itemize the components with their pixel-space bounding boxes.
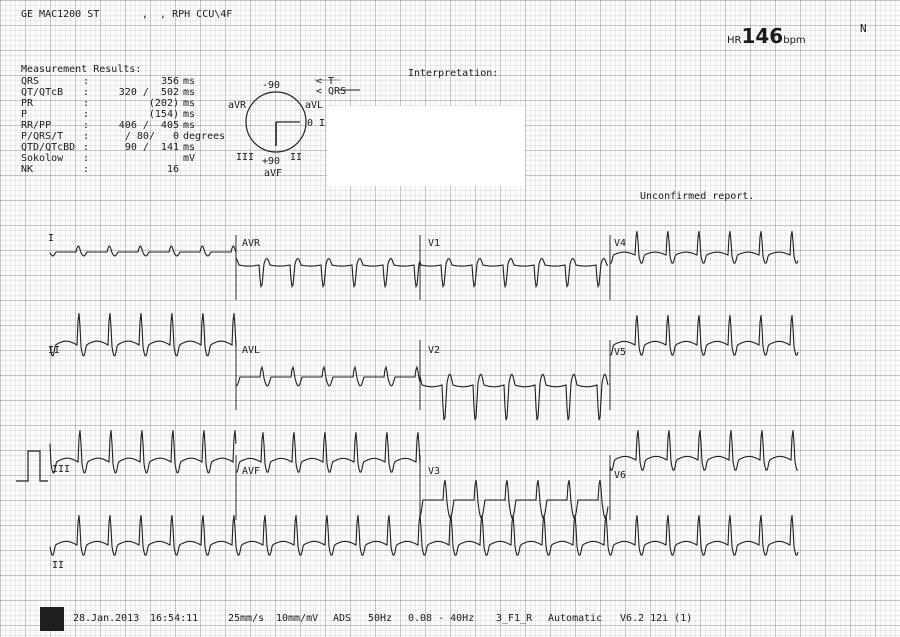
lead-label-v4: V4	[614, 238, 627, 249]
trace-lead-avr	[236, 259, 420, 287]
measurement-colon: :	[83, 98, 90, 109]
measurement-label: PR	[21, 98, 34, 109]
footer-filter: ADS	[333, 613, 352, 624]
calibration-pulse	[16, 451, 48, 481]
footer-time: 16:54:11	[150, 613, 199, 624]
axis-iii-label: III	[236, 152, 255, 163]
trace-lead-v2	[420, 374, 608, 420]
measurement-unit: ms	[183, 76, 196, 87]
hr-value: 146	[741, 24, 784, 48]
measurement-colon: :	[83, 109, 90, 120]
measurement-colon: :	[83, 153, 90, 164]
measurement-unit: ms	[183, 120, 196, 131]
measurement-unit: ms	[183, 87, 196, 98]
lead-label-v2: V2	[428, 345, 441, 356]
measurement-label: NK	[21, 164, 34, 175]
legend-qrs: < QRS	[316, 86, 347, 97]
axis-avf-label: aVF	[264, 168, 283, 179]
lead-label-rhythm-ii: II	[52, 560, 65, 571]
axis-top-label: -90	[262, 80, 281, 91]
measurement-label: P/QRS/T	[21, 131, 64, 142]
measurement-unit: mV	[183, 153, 196, 164]
measurement-colon: :	[83, 164, 90, 175]
footer-date: 28.Jan.2013	[73, 613, 140, 624]
hr-prefix: HR	[727, 35, 742, 46]
trace-lead-iii	[50, 430, 236, 473]
measurement-label: P	[21, 109, 28, 120]
footer-bandwidth: 0.08 - 40Hz	[408, 613, 475, 624]
trace-lead-v1	[420, 259, 608, 287]
measurement-value: 406 / 405	[118, 120, 179, 131]
lead-label-iii: III	[52, 464, 71, 475]
measurement-colon: :	[83, 142, 90, 153]
measurement-value: 16	[166, 164, 179, 175]
trace-lead-v6	[610, 430, 798, 470]
footer-marker	[40, 607, 64, 631]
trace-lead-avl	[236, 367, 420, 386]
measurement-label: QRS	[21, 76, 40, 87]
measurement-label: QT/QTcB	[21, 87, 64, 98]
measurement-value: (154)	[148, 109, 179, 120]
device-name: GE MAC1200 ST	[21, 9, 100, 20]
axis-bottom-label: +90	[262, 156, 281, 167]
footer-version: V6.2 12i (1)	[620, 613, 693, 624]
footer-speed: 25mm/s	[228, 613, 265, 624]
lead-label-avr: AVR	[242, 238, 261, 249]
lead-label-v5: V5	[614, 347, 627, 358]
axis-avl-label: aVL	[305, 100, 324, 111]
lead-label-v3: V3	[428, 466, 441, 477]
legend-t: < T	[316, 76, 335, 87]
trace-lead-i	[50, 246, 236, 256]
footer-format: 3_F1_R	[496, 613, 533, 624]
report-status: Unconfirmed report.	[640, 191, 755, 202]
lead-label-v6: V6	[614, 470, 627, 481]
trace-lead-v4	[610, 231, 798, 263]
lead-label-avf: AVF	[242, 466, 261, 477]
axis-avr-label: aVR	[228, 100, 247, 111]
trace-lead-avf	[236, 432, 420, 472]
trace-lead-v5	[610, 315, 798, 355]
lead-label-avl: AVL	[242, 345, 261, 356]
corner-mark: N	[860, 22, 867, 35]
measurement-colon: :	[83, 120, 90, 131]
lead-label-ii: II	[48, 345, 61, 356]
footer-mode: Automatic	[548, 613, 603, 624]
footer-mains: 50Hz	[368, 613, 393, 624]
axis-zero-label: 0 I	[307, 118, 326, 129]
measurement-label: RR/PP	[21, 120, 52, 131]
measurement-colon: :	[83, 87, 90, 98]
trace-lead-v3	[420, 480, 608, 518]
measurements-title: Measurement Results:	[21, 64, 142, 75]
measurement-value: 320 / 502	[118, 87, 179, 98]
measurement-colon: :	[83, 76, 90, 87]
measurement-unit: degrees	[183, 131, 226, 142]
hr-unit: bpm	[783, 35, 806, 46]
trace-lead-ii	[50, 313, 236, 356]
measurement-value: 356	[160, 76, 179, 87]
interpretation-title: Interpretation:	[408, 68, 499, 79]
measurement-colon: :	[83, 131, 90, 142]
measurement-unit: ms	[183, 109, 196, 120]
measurement-value: (202)	[148, 98, 179, 109]
footer-gain: 10mm/mV	[276, 613, 319, 624]
measurement-unit: ms	[183, 98, 196, 109]
measurement-value: 90 / 141	[124, 142, 179, 153]
lead-label-i: I	[48, 233, 55, 244]
measurement-value: / 80/ 0	[124, 131, 179, 142]
axis-ii-label: II	[290, 152, 303, 163]
measurement-unit: ms	[183, 142, 196, 153]
trace-rhythm-ii	[50, 515, 798, 555]
measurement-label: Sokolow	[21, 153, 64, 164]
location-label: , , RPH CCU\4F	[142, 9, 233, 20]
lead-label-v1: V1	[428, 238, 441, 249]
measurement-label: QTD/QTcBD	[21, 142, 76, 153]
